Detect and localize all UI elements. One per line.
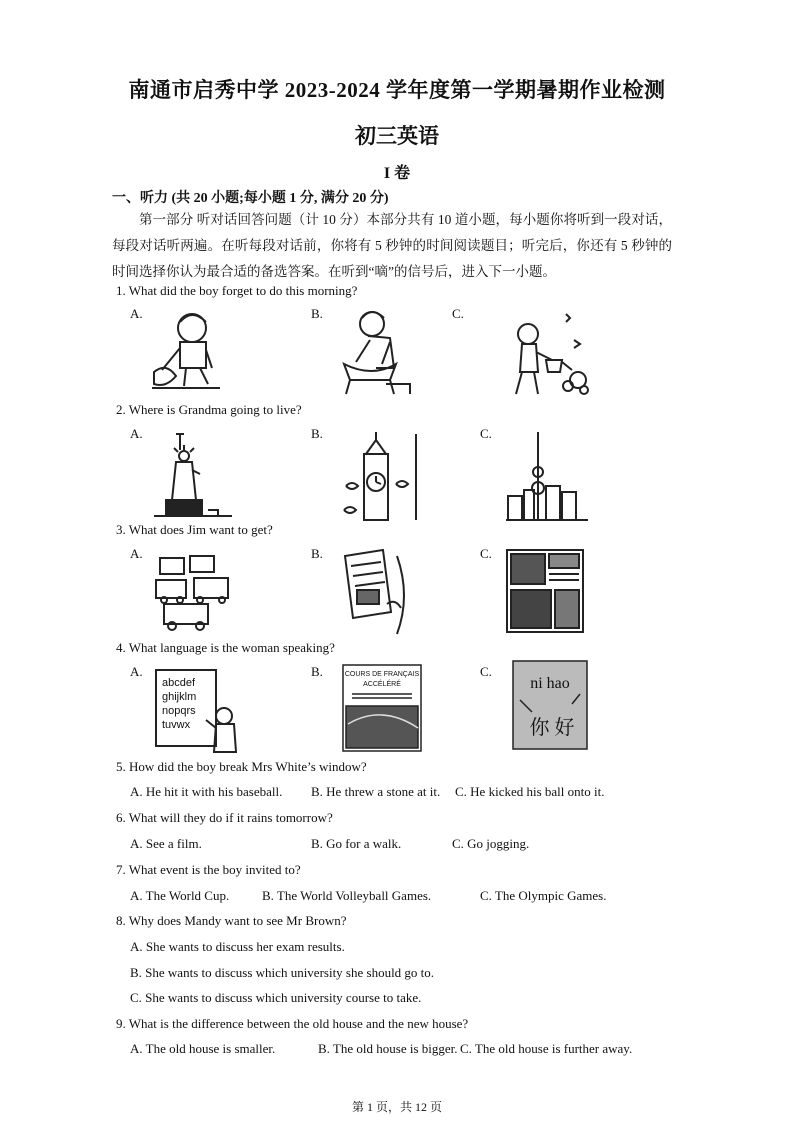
option-label: B. bbox=[311, 546, 323, 561]
exam-subtitle: 初三英语 bbox=[355, 124, 439, 148]
question-9: 9. What is the difference between the old house and the new house? bbox=[116, 1016, 469, 1031]
shanghai-tower-icon bbox=[502, 430, 592, 522]
statue-of-liberty-icon bbox=[148, 430, 238, 522]
boy-watering-plants-icon bbox=[502, 310, 592, 400]
boy-sweeping-icon bbox=[150, 308, 240, 393]
magazine-icon bbox=[505, 548, 585, 634]
question-5: 5. How did the boy break Mrs White’s window? bbox=[116, 759, 367, 774]
nihao-pinyin: ni hao bbox=[530, 675, 570, 692]
question-1: 1. What did the boy forget to do this morning? bbox=[116, 283, 358, 298]
option-b: B. He threw a stone at it. bbox=[311, 784, 441, 799]
question-3: 3. What does Jim want to get? bbox=[116, 522, 273, 537]
option-label: B. bbox=[311, 306, 323, 321]
alphabet-board-icon bbox=[150, 664, 242, 756]
big-ben-icon bbox=[340, 430, 420, 522]
french-subtitle: ACCÉLÉRÉ bbox=[363, 681, 401, 688]
option-label: A. bbox=[130, 546, 143, 561]
option-label: B. bbox=[311, 664, 323, 679]
question-7: 7. What event is the boy invited to? bbox=[116, 862, 301, 877]
toy-cars-icon bbox=[150, 548, 240, 634]
section-heading: 一、听力 (共 20 小题;每小题 1 分, 满分 20 分) bbox=[112, 191, 389, 206]
section-intro: 第一部分 听对话回答问题（计 10 分）本部分共有 10 道小题，每小题你将听到一段对话，每段对话听两遍。在听每段对话前，你将有 5 秒钟的时间阅读题目；听完后，你还有 5 秒钟的时间选择你认为最合适的备选答案。在听到“嘀”的信号后，进入下一小题。 bbox=[112, 212, 672, 279]
page-footer: 第 1 页，共 12 页 bbox=[351, 1100, 442, 1114]
option-c: C. The old house is further away. bbox=[460, 1041, 633, 1056]
option-c: C. The Olympic Games. bbox=[480, 888, 607, 903]
nihao-chars: 你 好 bbox=[529, 717, 575, 739]
option-label: A. bbox=[130, 426, 143, 441]
option-c: C. He kicked his ball onto it. bbox=[455, 784, 605, 799]
option-a: A. The old house is smaller. bbox=[130, 1041, 276, 1056]
abc-row-4: tuvwx bbox=[162, 719, 191, 731]
boy-washing-icon bbox=[330, 308, 415, 396]
option-b: B. The old house is bigger. bbox=[318, 1041, 458, 1056]
french-course-icon bbox=[342, 664, 422, 752]
option-label: C. bbox=[452, 306, 464, 321]
question-6: 6. What will they do if it rains tomorrow? bbox=[116, 810, 333, 825]
option-a: A. She wants to discuss her exam results. bbox=[130, 939, 345, 954]
french-title: COURS DE FRANÇAIS bbox=[344, 671, 420, 678]
option-a: A. He hit it with his baseball. bbox=[130, 784, 283, 799]
question-2: 2. Where is Grandma going to live? bbox=[116, 402, 302, 417]
option-a: A. See a film. bbox=[130, 836, 202, 851]
option-c: C. She wants to discuss which university course to take. bbox=[130, 990, 422, 1005]
option-label: A. bbox=[130, 306, 143, 321]
chinese-nihao-icon bbox=[512, 660, 588, 750]
abc-row-2: ghijklm bbox=[162, 691, 197, 703]
question-8: 8. Why does Mandy want to see Mr Brown? bbox=[116, 913, 347, 928]
book-icon bbox=[335, 548, 415, 636]
volume-label: I 卷 bbox=[383, 165, 411, 182]
option-label: B. bbox=[311, 426, 323, 441]
option-a: A. The World Cup. bbox=[130, 888, 230, 903]
option-b: B. She wants to discuss which university she should go to. bbox=[130, 965, 435, 980]
option-label: A. bbox=[130, 664, 143, 679]
option-b: B. The World Volleyball Games. bbox=[262, 888, 432, 903]
abc-row-1: abcdef bbox=[162, 677, 196, 689]
option-label: C. bbox=[480, 546, 492, 561]
abc-row-3: nopqrs bbox=[162, 705, 196, 717]
option-b: B. Go for a walk. bbox=[311, 836, 402, 851]
question-4: 4. What language is the woman speaking? bbox=[116, 640, 335, 655]
option-label: C. bbox=[480, 426, 492, 441]
option-label: C. bbox=[480, 664, 492, 679]
exam-title: 南通市启秀中学 2023-2024 学年度第一学期暑期作业检测 bbox=[128, 78, 666, 102]
option-c: C. Go jogging. bbox=[452, 836, 530, 851]
